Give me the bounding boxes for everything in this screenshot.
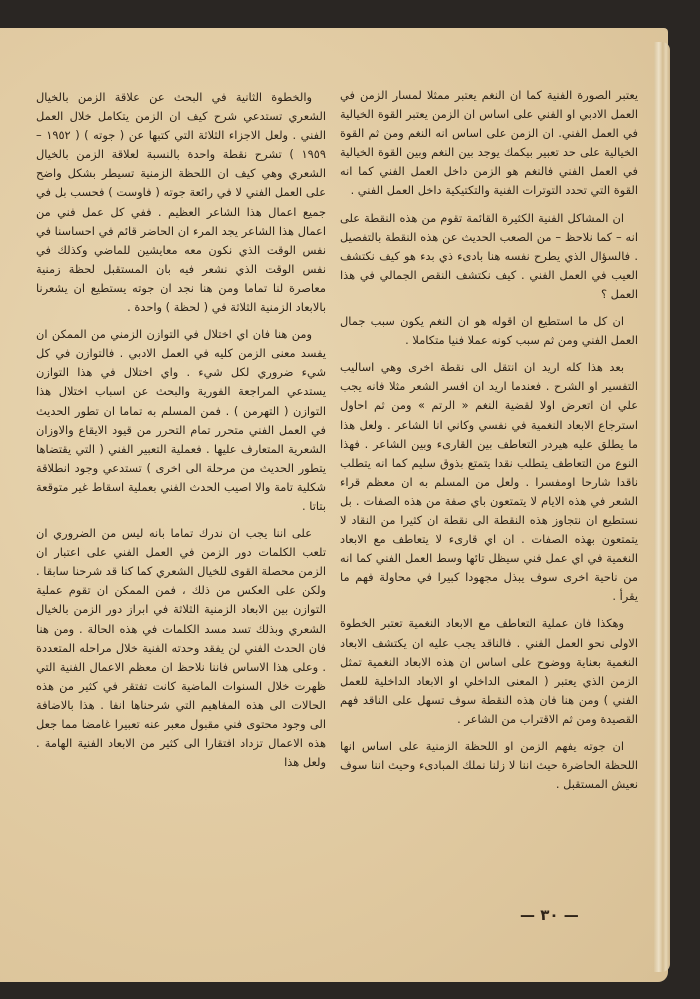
paragraph: على اننا يجب ان ندرك تماما بانه ليس من الضروري ان تلعب الكلمات دور الزمن في العمل الفني على اعتبار ان الزمن محصلة القوى للخيال الشعري كما كنا قد شرحنا سابقا . ولكن على العكس من ذلك ، فمن الممكن ان تقوم عملية التوازن بين الابعاد الزمنية الثلاثة في ابراز دور الزمن بالخيال الشعري وبذلك تسد مسد الكلمات في هذه الحالة . ومن هنا فان الحدث الفني لن يفقد وحدته الفنية خلال مراحله المتعددة . وعلى هذا الاساس فاننا نلاحظ ان معظم الاعمال الفنية التي ظهرت خلال السنوات الماضية كانت تفتقر في كثير من هذه الحالات الى هذه المفاهيم التي شرحناها انفا . هذا بالاضافة الى وجود محتوى فني مقبول معبر عنه تعبيرا غامضا مما جعل هذه الاعمال تزداد افتقارا الى كثير من الابعاد الفنية الهامة . ولعل هذا	[36, 526, 326, 770]
paragraph: بعد هذا كله اريد ان انتقل الى نقطة اخرى وهي اساليب التفسير او الشرح . فعندما اريد ان افسر الشعر مثلا فانه يجب علي ان اتعرض اولا لقضية النغم « الرتم » ومن ثم احاول استرجاع الابعاد النغمية في نفسي وكاني انا الشاعر . ولعل هذا ما يطلق عليه هيردر التعاطف بين القارىء وبين الشاعر . فهذا النوع من التعاطف يتطلب نقدا يتمتع بذوق سليم كما انه يتطلب ناقدا شارحا اومفسرا . ولعل من المسلم به ان معظم قراء الشعر في هذه الايام لا يتمتعون باي صفة من هذه الصفات . بل نستطيع ان نتجاوز هذه النقطة الى نقطة ان كثيرا من النقاد لا يتمتعون بهذه الصفات . ان اي قارىء لا يتعاطف مع الابعاد النغمية في اي عمل فني سيظل تائها وسط العمل الفني كما انه من ناحية اخرى سوف يبذل مجهودا كبيرا في محاولة فهم ما يقرأ .	[340, 360, 638, 604]
paragraph: والخطوة الثانية في البحث عن علاقة الزمن بالخيال الشعري تستدعي شرح كيف ان الزمن يتكامل خلال العمل الفني . ولعل الاجزاء الثلاثة التي كتبها عن ( جوته ) ( ١٩٥٢ – ١٩٥٩ ) تشرح نقطة واحدة بالنسبة لعلاقة الزمن بالخيال الشعري وهي كيف ان اللحظة الزمنية تسيطر بشكل واضح على العمل الفني لا في رائعة جوته ( فاوست ) فحسب بل في جميع اعمال هذا الشاعر العظيم . ففي كل عمل فني من اعمال هذا الشاعر يجد المرء ان الحاضر قائم في احساسنا في نفس الوقت الذي نكون معه معايشين للماضي وكذلك في نفس الوقت الذي نشعر فيه بان المستقبل لحظة زمنية معاصرة لنا تماما ومن هنا نجد ان جوته يستطيع ان يشعرنا بالابعاد الزمنية الثلاثة في ( لحظة ) واحدة .	[36, 90, 326, 315]
magazine-page	[0, 28, 668, 982]
paragraph: وهكذا فان عملية التعاطف مع الابعاد النغمية تعتبر الخطوة الاولى نحو العمل الفني . فالناقد يجب عليه ان يكتشف الابعاد النغمية بعناية ووضوح على اساس ان هذه الابعاد النغمية تمثل الزمن الذي يعتبر ( المعنى الداخلي او الابعاد الداخلية للعمل الفني ) ومن هنا فان هذه النقطة سوف تسهل على الناقد فهم القصيدة ومن ثم الاقتراب من الشاعر .	[340, 616, 638, 726]
page-edge-stack	[654, 42, 670, 972]
paragraph: ان كل ما استطيع ان اقوله هو ان النغم يكون سبب جمال العمل الفني ومن ثم سبب كونه عملا فنيا متكاملا .	[340, 314, 638, 348]
paragraph: ومن هنا فان اي اختلال في التوازن الزمني من الممكن ان يفسد معنى الزمن كليه في العمل الادبي . فالتوازن في كل شيء ضروري لكل شيء . واي اختلال في هذا التوازن يستدعي المراجعة الفورية والبحث عن اسباب اختلال هذا التوازن ( التهرمن ) . فمن المسلم به تماما ان تطور الحديث في العمل الفني متحرر تمام التحرر من قيود الايقاع والاوزان الشعرية المتعارف عليها . فعملية التعبير الفني ( التي يقتضاها يتطور الحديث من مرحلة الى اخرى ) تستدعي وجود انطلاقة شكلية تامة والا اصيب الحدث الفني بعملية اسقاط غير متوقعة بتاتا .	[36, 327, 326, 513]
left-text-column	[36, 88, 326, 780]
right-text-column	[340, 86, 638, 802]
paragraph: ان جوته يفهم الزمن او اللحظة الزمنية على اساس انها اللحظة الحاضرة حيث اننا لا زلنا نملك المبادىء وحيث اننا سوف نعيش المستقبل .	[340, 739, 638, 792]
page-number: — ٣٠ —	[520, 906, 579, 924]
paragraph: ان المشاكل الفنية الكثيرة القائمة تقوم من هذه النقطة على انه – كما نلاحظ – من الصعب الحديث عن هذه النقطة بالتفصيل . فالسؤال الذي يطرح نفسه هنا بادىء ذي بدء هو كيف نكتشف العيب في العمل الفني . كيف نكتشف النقص الجمالي في هذا العمل ؟	[340, 210, 638, 301]
paragraph: يعتبر الصورة الفنية كما ان النغم يعتبر ممثلا لمسار الزمن في العمل الادبي او الفني على اساس ان الزمن يعتبر القوة الخيالية في العمل الفني. ان الزمن على اساس انه النغم ومن ثم القوة الخيالية على حد تعبير بيكمك يوجد بين النغم وبين القوة الخيالية في العمل الفني فالنغم هو الزمن داخل العمل الفني كما انه القوة التي تحدد التوترات الفنية والتكتيكية داخل العمل الفني .	[340, 88, 638, 198]
